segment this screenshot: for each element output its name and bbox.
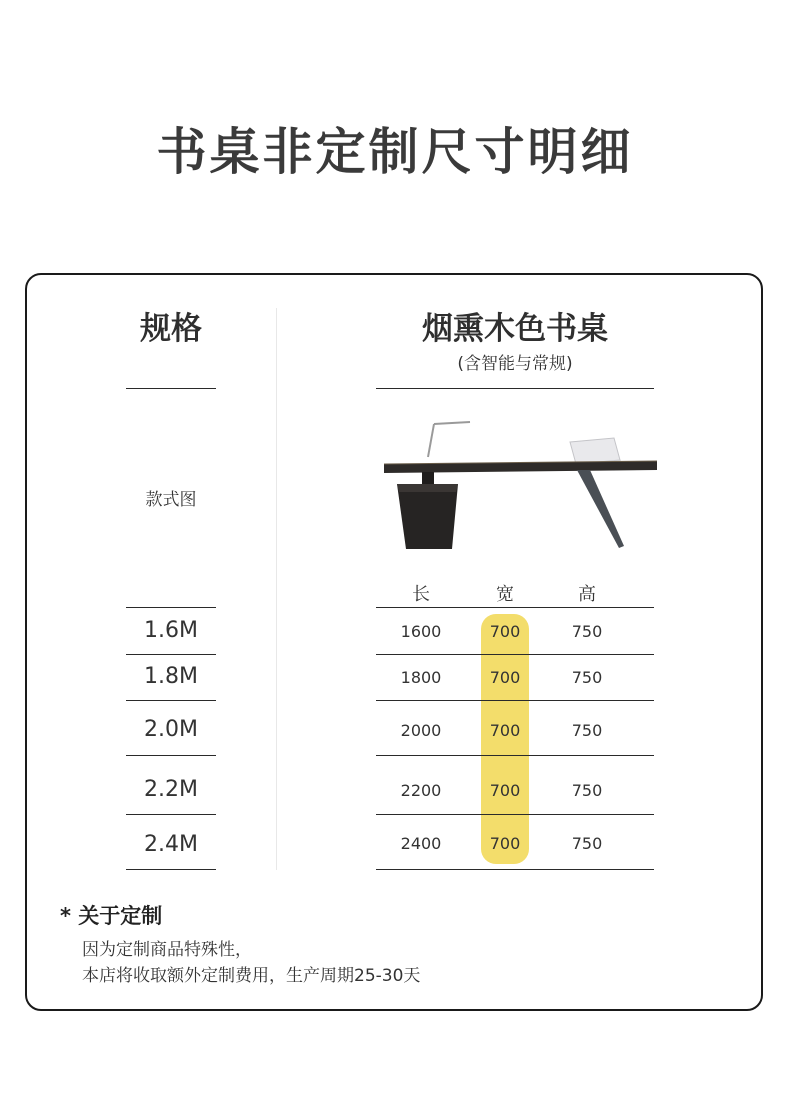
style-image-label: 款式图	[145, 490, 197, 510]
row-rule-right	[376, 607, 654, 608]
spec-cell: 2.2M	[144, 777, 198, 802]
page-title: 书桌非定制尺寸明细	[156, 123, 634, 181]
customization-note-line: 因为定制商品特殊性，	[82, 940, 252, 960]
height-cell: 750	[571, 781, 603, 800]
customization-note-line: 本店将收取额外定制费用，生产周期25-30天	[82, 966, 421, 986]
product-column-subheader: (含智能与常规)	[457, 354, 573, 374]
length-cell: 1600	[400, 622, 442, 641]
row-rule-left	[126, 755, 216, 756]
width-cell: 700	[489, 781, 521, 800]
length-cell: 2000	[400, 721, 442, 740]
spec-cell: 2.4M	[144, 832, 198, 857]
header-rule-right	[376, 388, 654, 389]
row-rule-left	[126, 814, 216, 815]
row-rule-right	[376, 654, 654, 655]
column-divider	[276, 308, 277, 870]
width-cell: 700	[489, 622, 521, 641]
customization-note-title: * 关于定制	[60, 904, 163, 928]
row-rule-right	[376, 814, 654, 815]
spec-column-header: 规格	[140, 311, 202, 347]
spec-cell: 1.8M	[144, 664, 198, 689]
product-column-header: 烟熏木色书桌	[422, 311, 608, 347]
height-cell: 750	[571, 622, 603, 641]
length-cell: 2200	[400, 781, 442, 800]
row-rule-right	[376, 755, 654, 756]
height-cell: 750	[571, 834, 603, 853]
width-cell: 700	[489, 834, 521, 853]
column-header-length: 长	[412, 584, 430, 605]
column-header-height: 高	[578, 584, 596, 605]
column-header-width: 宽	[496, 584, 514, 605]
row-rule-left	[126, 654, 216, 655]
header-rule-left	[126, 388, 216, 389]
length-cell: 1800	[400, 668, 442, 687]
row-rule-right	[376, 869, 654, 870]
row-rule-left	[126, 607, 216, 608]
height-cell: 750	[571, 668, 603, 687]
length-cell: 2400	[400, 834, 442, 853]
spec-cell: 2.0M	[144, 717, 198, 742]
row-rule-right	[376, 700, 654, 701]
row-rule-left	[126, 869, 216, 870]
width-cell: 700	[489, 668, 521, 687]
spec-cell: 1.6M	[144, 618, 198, 643]
row-rule-left	[126, 700, 216, 701]
height-cell: 750	[571, 721, 603, 740]
width-cell: 700	[489, 721, 521, 740]
desk-product-image	[382, 412, 660, 552]
